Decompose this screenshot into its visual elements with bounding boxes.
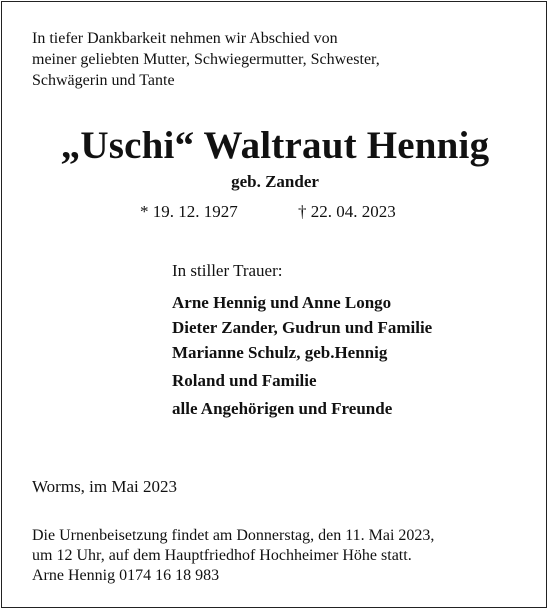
mourner-name: Marianne Schulz, geb.Hennig: [172, 343, 388, 362]
burial-info: [32, 526, 532, 586]
maiden-name: geb. Zander: [231, 172, 319, 191]
place-date: Worms, im Mai 2023: [32, 477, 178, 496]
burial-line: Die Urnenbeisetzung findet am Donnerstag, den 11. Mai 2023,: [32, 527, 435, 544]
birth-date: * 19. 12. 1927: [140, 202, 238, 221]
burial-line: um 12 Uhr, auf dem Hauptfriedhof Hochheimer Höhe statt.: [32, 547, 412, 564]
mourners-label: In stiller Trauer:: [172, 261, 283, 280]
mourners-list: [172, 290, 432, 421]
intro-line: Schwägerin und Tante: [32, 72, 175, 89]
mourner-name: Dieter Zander, Gudrun und Familie: [172, 318, 433, 337]
deceased-name: „Uschi“ Waltraut Hennig: [60, 124, 490, 167]
death-date: † 22. 04. 2023: [298, 202, 396, 221]
mourner-name: alle Angehörigen und Freunde: [172, 399, 393, 418]
burial-contact: Arne Hennig 0174 16 18 983: [32, 567, 220, 584]
mourner-name: Arne Hennig und Anne Longo: [172, 293, 392, 312]
intro-line: In tiefer Dankbarkeit nehmen wir Abschied von: [32, 30, 338, 47]
intro-line: meiner geliebten Mutter, Schwiegermutter, Schwester,: [32, 51, 380, 68]
intro-text: [32, 28, 512, 91]
mourner-name: Roland und Familie: [172, 371, 317, 390]
